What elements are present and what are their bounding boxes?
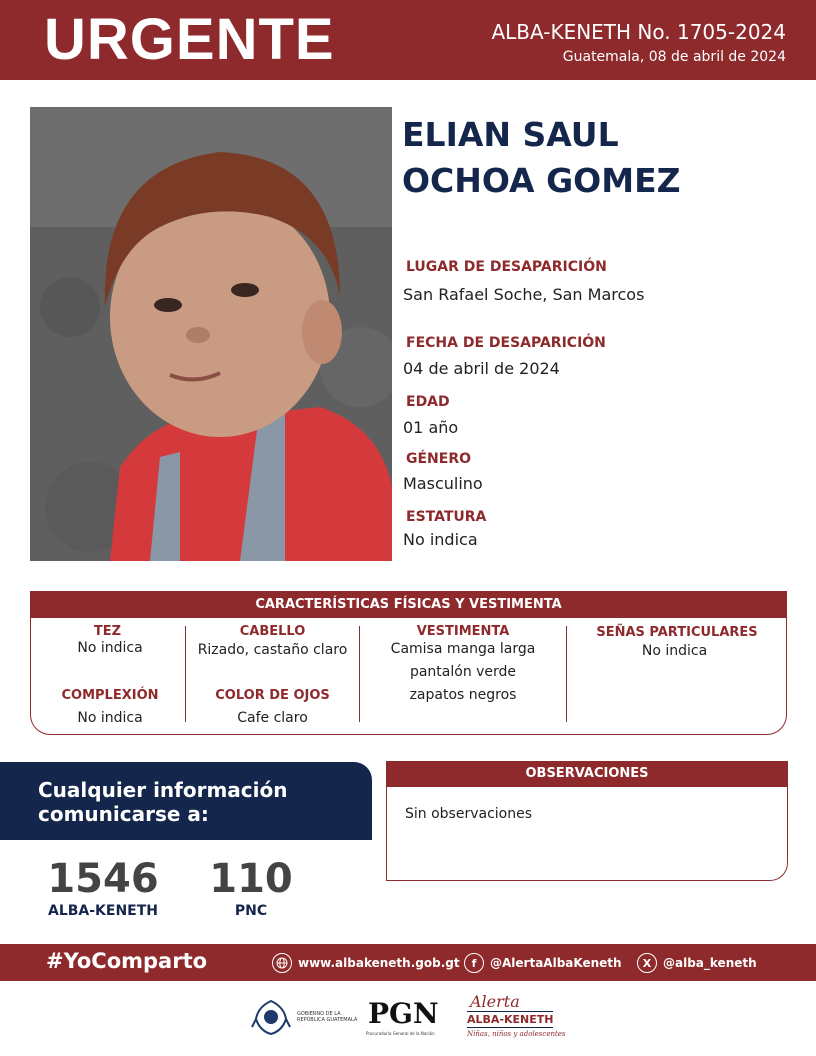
marks-value: No indica	[641, 643, 708, 659]
phone-number-alba-keneth: 1546	[47, 856, 159, 902]
build-label: COMPLEXIÓN	[61, 688, 159, 703]
person-name-line2: OCHOA GOMEZ	[402, 161, 681, 200]
clothing-item: Camisa manga larga	[390, 641, 536, 657]
contact-line1: Cualquier información	[38, 778, 288, 802]
phone-label-pnc: PNC	[234, 903, 268, 919]
height-value: No indica	[403, 530, 478, 549]
place-value: San Rafael Soche, San Marcos	[403, 285, 645, 304]
alba-keneth-subtitle: Niñas, niños y adolescentes	[467, 1030, 566, 1038]
alerta-logo-text: Alerta	[470, 992, 520, 1011]
age-label: EDAD	[406, 394, 450, 410]
case-number: ALBA-KENETH No. 1705-2024	[491, 20, 786, 44]
globe-icon	[272, 953, 292, 973]
date-value: 04 de abril de 2024	[403, 359, 560, 378]
website-link[interactable]	[272, 953, 460, 973]
gender-label: GÉNERO	[406, 451, 472, 467]
place-label: LUGAR DE DESAPARICIÓN	[406, 259, 607, 275]
observations-box	[386, 787, 788, 881]
age-value: 01 año	[403, 418, 459, 437]
government-logo	[250, 997, 292, 1037]
facebook-link[interactable]	[464, 953, 622, 973]
hair-value: Rizado, castaño claro	[197, 642, 348, 658]
phone-label-alba-keneth: ALBA-KENETH	[47, 903, 159, 919]
urgent-title: URGENTE	[44, 7, 335, 72]
marks-label: SEÑAS PARTICULARES	[596, 625, 758, 640]
alba-keneth-logo: ALBA-KENETH	[467, 1013, 554, 1026]
eye-color-label: COLOR DE OJOS	[215, 688, 330, 703]
contact-text	[38, 778, 358, 826]
phone-number-pnc: 110	[209, 856, 293, 902]
date-label: FECHA DE DESAPARICIÓN	[406, 335, 606, 351]
x-icon: X	[637, 953, 657, 973]
hair-label: CABELLO	[239, 624, 306, 639]
height-label: ESTATURA	[406, 509, 487, 525]
skin-value: No indica	[77, 640, 143, 656]
clothing-item: pantalón verde	[409, 664, 517, 680]
pgn-subtitle: Procuraduría General de la Nación	[366, 1031, 435, 1036]
skin-label: TEZ	[93, 624, 122, 639]
website-text: www.albakeneth.gob.gt	[298, 956, 460, 970]
government-text: GOBIERNO DE LA REPÚBLICA GUATEMALA	[297, 1011, 358, 1023]
eye-color-value: Cafe claro	[237, 710, 308, 726]
gender-value: Masculino	[403, 474, 483, 493]
clothing-item: zapatos negros	[409, 687, 517, 703]
clothing-list	[360, 638, 566, 707]
facebook-text: @AlertaAlbaKeneth	[490, 956, 622, 970]
x-text: @alba_keneth	[663, 956, 757, 970]
x-link[interactable]	[637, 953, 757, 973]
contact-line2: comunicarse a:	[38, 802, 209, 826]
person-name	[402, 112, 802, 204]
missing-person-photo	[30, 107, 392, 561]
hashtag: #YoComparto	[46, 949, 208, 973]
person-name-line1: ELIAN SAUL	[402, 115, 619, 154]
build-value: No indica	[77, 710, 143, 726]
facebook-icon: f	[464, 953, 484, 973]
traits-header: CARACTERÍSTICAS FÍSICAS Y VESTIMENTA	[30, 591, 787, 618]
pgn-logo: PGN	[368, 997, 439, 1030]
issue-date: Guatemala, 08 de abril de 2024	[562, 49, 786, 65]
observations-header: OBSERVACIONES	[386, 761, 788, 787]
observations-text: Sin observaciones	[405, 806, 533, 822]
clothing-label: VESTIMENTA	[416, 624, 510, 639]
